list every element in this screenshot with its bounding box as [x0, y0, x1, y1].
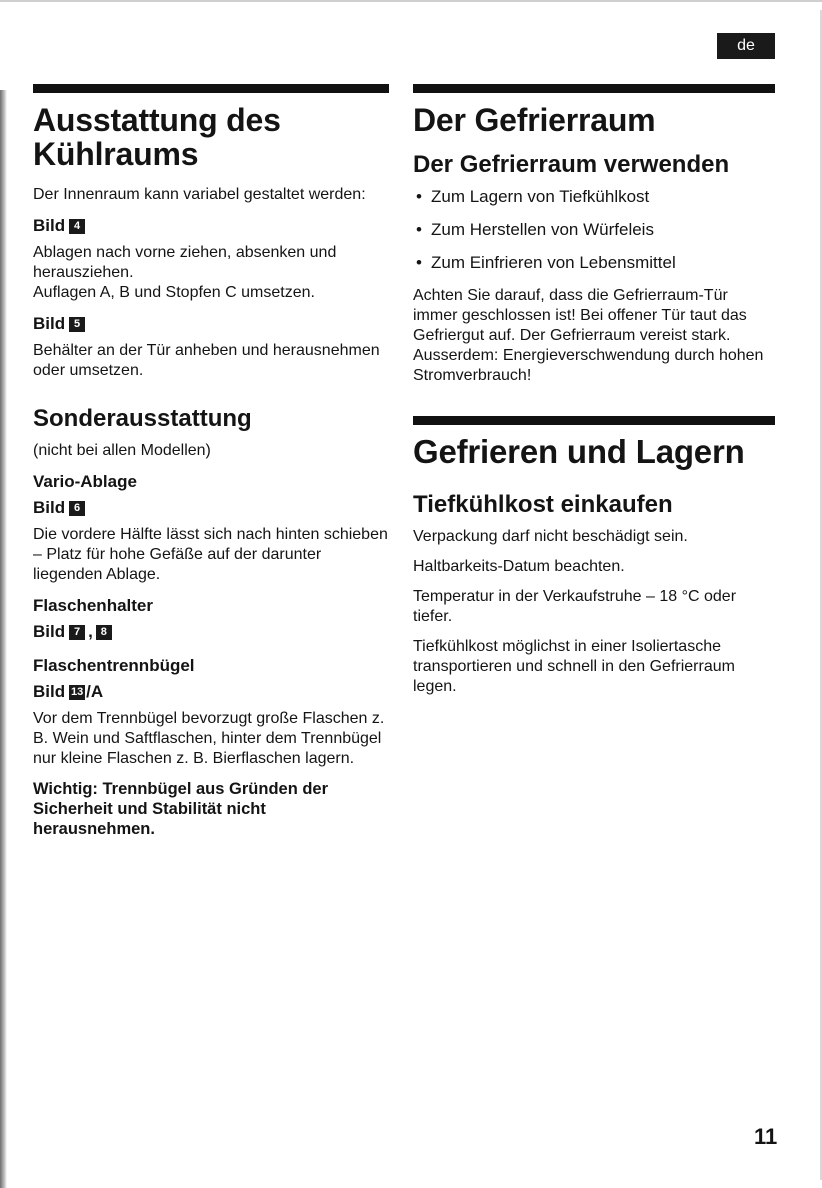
paragraph-packaging: Verpackung darf nicht beschädigt sein.	[413, 528, 688, 545]
section-title-freezing-storing: Gefrieren und Lagern	[413, 433, 745, 470]
freezer-use-list	[413, 187, 775, 273]
bullet-icon: •	[416, 253, 422, 272]
section-rule	[413, 416, 775, 425]
figure-label: Bild	[33, 216, 66, 235]
figure-label: Bild	[33, 682, 66, 701]
figure-ref-6	[33, 497, 389, 519]
section-title-interior: Ausstattung des Kühlraums	[33, 102, 281, 172]
right-column	[413, 84, 775, 707]
bottle-divider-text: Vor dem Trennbügel bevorzugt große Flaschen z. B. Wein und Saftflaschen, hinter dem Trennbügel nur kleine Flaschen z. B. Bierflaschen lagern.	[33, 710, 385, 767]
paragraph-transport: Tiefkühlkost möglichst in einer Isoliertasche transportieren und schnell in den Gefrierraum legen.	[413, 638, 735, 695]
bottle-divider-warning: Wichtig: Trennbügel aus Gründen der Sicherheit und Stabilität nicht herausnehmen.	[33, 780, 329, 838]
section-rule	[33, 84, 389, 93]
section-title-freezer: Der Gefrierraum	[413, 102, 656, 138]
shelves-text: Ablagen nach vorne ziehen, absenken und herausziehen.	[33, 244, 337, 281]
figure-number-6: 6	[69, 501, 85, 516]
figure-label: Bild	[33, 314, 66, 333]
figure-number-8: 8	[96, 625, 112, 640]
page-number: 11	[754, 1124, 778, 1149]
list-item: • Zum Lagern von Tiefkühlkost	[416, 187, 650, 206]
bullet-icon: •	[416, 187, 422, 206]
subtitle-using-freezer: Der Gefrierraum verwenden	[413, 151, 730, 178]
special-equipment-note: (nicht bei allen Modellen)	[33, 442, 211, 459]
scan-edge-left	[0, 90, 7, 1188]
figure-separator: ,	[88, 622, 93, 641]
figure-suffix: /A	[86, 682, 104, 701]
vario-shelf-heading: Vario-Ablage	[33, 472, 137, 491]
figure-label: Bild	[33, 498, 66, 517]
freezer-door-warning: Achten Sie darauf, dass die Gefrierraum-Tür immer geschlossen ist! Bei offener Tür taut das Gefriergut auf. Der Gefrierraum vereist stark. Ausserdem: Energieverschwendung durch hohen Stromverbrauch!	[413, 287, 764, 384]
language-badge: de	[717, 33, 775, 59]
bullet-icon: •	[416, 220, 422, 239]
figure-number-4: 4	[69, 219, 85, 234]
figure-ref-5	[33, 313, 389, 335]
list-item: • Zum Einfrieren von Lebensmittel	[416, 253, 676, 272]
figure-ref-13	[33, 681, 389, 703]
vario-shelf-text: Die vordere Hälfte lässt sich nach hinten schieben – Platz für hohe Gefäße auf der darunter liegenden Ablage.	[33, 526, 388, 583]
figure-ref-7-8	[33, 621, 389, 643]
paragraph-temperature: Temperatur in der Verkaufstruhe – 18 °C oder tiefer.	[413, 588, 737, 625]
bottle-divider-heading: Flaschentrennbügel	[33, 656, 195, 675]
left-column	[33, 84, 389, 849]
subtitle-buying-frozen-food: Tiefkühlkost einkaufen	[413, 491, 673, 518]
figure-label: Bild	[33, 622, 66, 641]
interior-intro: Der Innenraum kann variabel gestaltet werden:	[33, 186, 366, 203]
door-container-text: Behälter an der Tür anheben und herausnehmen oder umsetzen.	[33, 342, 380, 379]
paragraph-expiry: Haltbarkeits-Datum beachten.	[413, 558, 625, 575]
section-rule	[413, 84, 775, 93]
list-item: • Zum Herstellen von Würfeleis	[416, 220, 654, 239]
figure-number-13: 13	[70, 685, 84, 698]
figure-ref-4	[33, 215, 389, 237]
figure-number-7: 7	[69, 625, 85, 640]
section-title-special-equipment: Sonderausstattung	[33, 405, 252, 432]
figure-number-5: 5	[69, 317, 85, 332]
scan-edge-top	[0, 0, 822, 2]
supports-text: Auflagen A, B und Stopfen C umsetzen.	[33, 284, 315, 301]
bottle-holder-heading: Flaschenhalter	[33, 596, 153, 615]
